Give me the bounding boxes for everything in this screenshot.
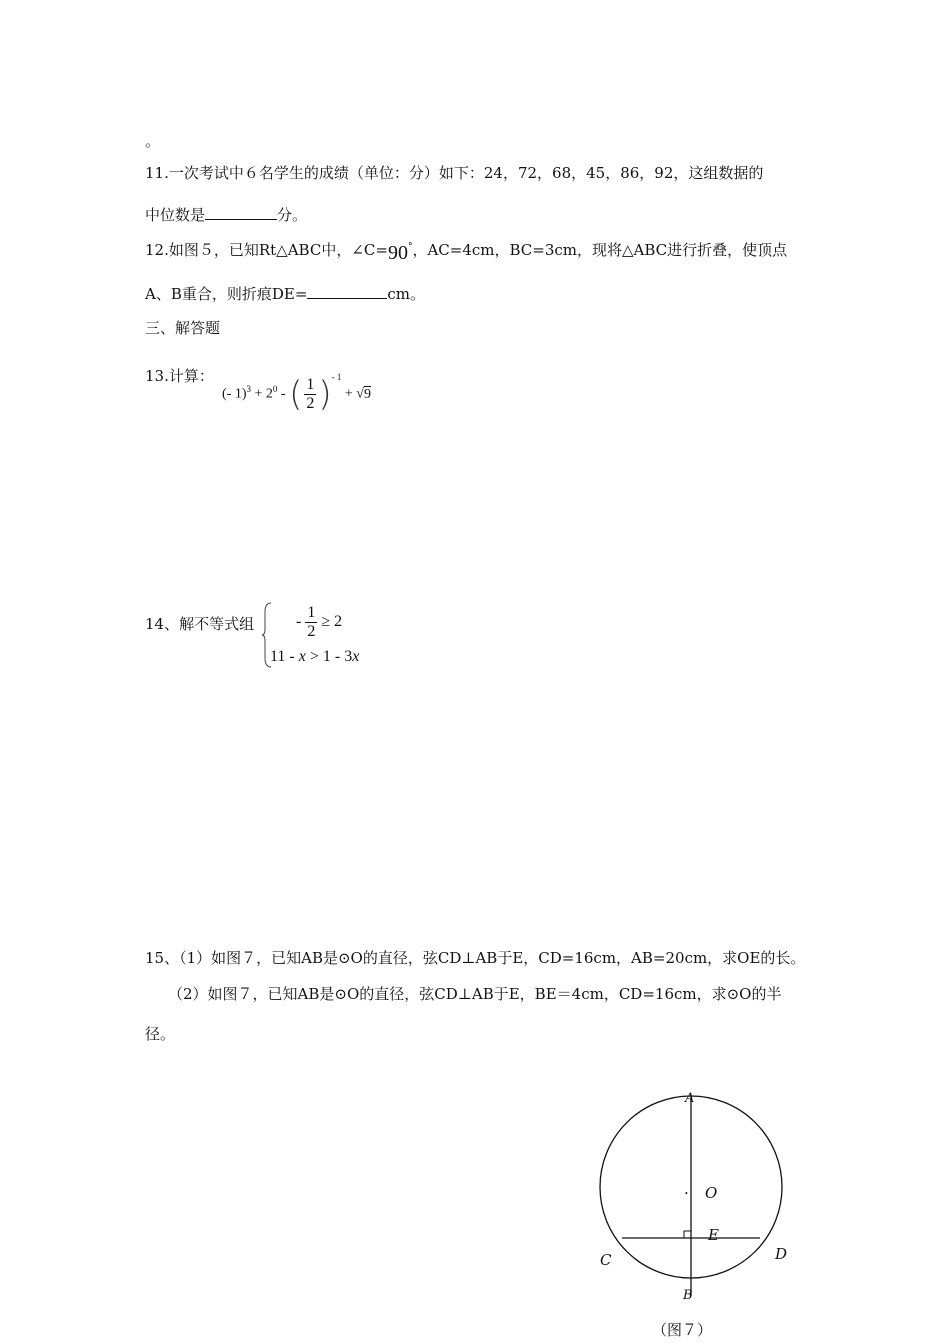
label-a: A bbox=[685, 1091, 695, 1106]
q13-left-paren: ( bbox=[289, 374, 303, 415]
q13-right-paren: ) bbox=[318, 374, 332, 415]
q12-prefix2: A、B重合，则折痕DE= bbox=[145, 285, 308, 303]
q14-row2-x: x bbox=[298, 648, 306, 665]
q13-frac-exp: - 1 bbox=[331, 372, 342, 382]
figure-7-circle-diagram bbox=[590, 1086, 800, 1303]
q13-minus: - bbox=[277, 386, 290, 402]
q13-exp2: 0 bbox=[272, 384, 278, 394]
q11-answer-blank bbox=[205, 204, 277, 220]
q15-part2-line1: （2）如图７，已知AB是⊙O的直径，弦CD⊥AB于E，BE＝4cm，CD=16cm，求⊙O的半 bbox=[168, 985, 782, 1003]
q12-angle-unit: ° bbox=[407, 242, 413, 252]
q12-line1 bbox=[145, 237, 788, 264]
q13-term1: (- 1) bbox=[222, 386, 247, 402]
q12-angle-value: 90 bbox=[387, 242, 408, 264]
section-title: 三、解答题 bbox=[145, 319, 221, 337]
q11-line1: 11.一次考试中６名学生的成绩（单位：分）如下：24，72，68，45，86，92，这组数据的 bbox=[145, 164, 764, 182]
q13-frac-num: 1 bbox=[306, 375, 315, 393]
q13-sqrt-arg: 9 bbox=[363, 386, 371, 402]
label-d: D bbox=[775, 1245, 788, 1263]
q13-label: 13.计算： bbox=[145, 367, 214, 385]
q11-suffix: 分。 bbox=[277, 206, 308, 224]
q14-row2-x2: x bbox=[352, 648, 360, 665]
right-angle-mark bbox=[684, 1231, 691, 1238]
q14-row1-prefix: - bbox=[296, 613, 302, 630]
q13-expression bbox=[222, 367, 371, 417]
q14-row1-suffix: ≥ 2 bbox=[321, 613, 343, 630]
q14-row2 bbox=[270, 647, 359, 667]
q12-answer-blank bbox=[307, 283, 387, 299]
q13-fraction bbox=[304, 376, 316, 413]
q13-sqrt-sign: √ bbox=[356, 386, 364, 402]
figure-caption: （图７） bbox=[652, 1321, 713, 1339]
q14-row2-a: 11 - bbox=[270, 648, 295, 665]
q11-prefix: 中位数是 bbox=[145, 206, 206, 224]
q14-fraction bbox=[305, 604, 317, 641]
q14-label: 14、解不等式组 bbox=[145, 615, 255, 633]
label-e: E bbox=[708, 1226, 719, 1244]
center-dot: . bbox=[684, 1180, 689, 1198]
q14-row2-b: > 1 - 3 bbox=[309, 648, 353, 665]
q12-prefix: 12.如图５，已知Rt△ABC中，∠C= bbox=[145, 241, 388, 259]
q13-frac-den: 2 bbox=[306, 394, 315, 412]
q13-exp1: 3 bbox=[246, 384, 251, 394]
q13-plus1: + 2 bbox=[251, 386, 273, 402]
q11-line2 bbox=[145, 204, 307, 225]
q14-row1 bbox=[296, 603, 342, 641]
label-b: B bbox=[683, 1288, 693, 1303]
label-c: C bbox=[600, 1251, 612, 1269]
q12-line2 bbox=[145, 283, 425, 304]
q15-part2-line2: 径。 bbox=[145, 1025, 176, 1043]
label-o: O bbox=[705, 1184, 718, 1202]
q14-frac-num: 1 bbox=[307, 603, 316, 621]
q12-suffix2: cm。 bbox=[387, 285, 426, 303]
stray-period: 。 bbox=[145, 132, 161, 150]
q14-frac-den: 2 bbox=[307, 622, 316, 640]
q15-part1: 15、（1）如图７，已知AB是⊙O的直径，弦CD⊥AB于E，CD=16cm，AB=20cm，求OE的长。 bbox=[145, 949, 806, 967]
q13-plus2: + bbox=[341, 386, 357, 402]
q12-suffix: ，AC=4cm，BC=3cm，现将△ABC进行折叠，使顶点 bbox=[412, 241, 788, 259]
